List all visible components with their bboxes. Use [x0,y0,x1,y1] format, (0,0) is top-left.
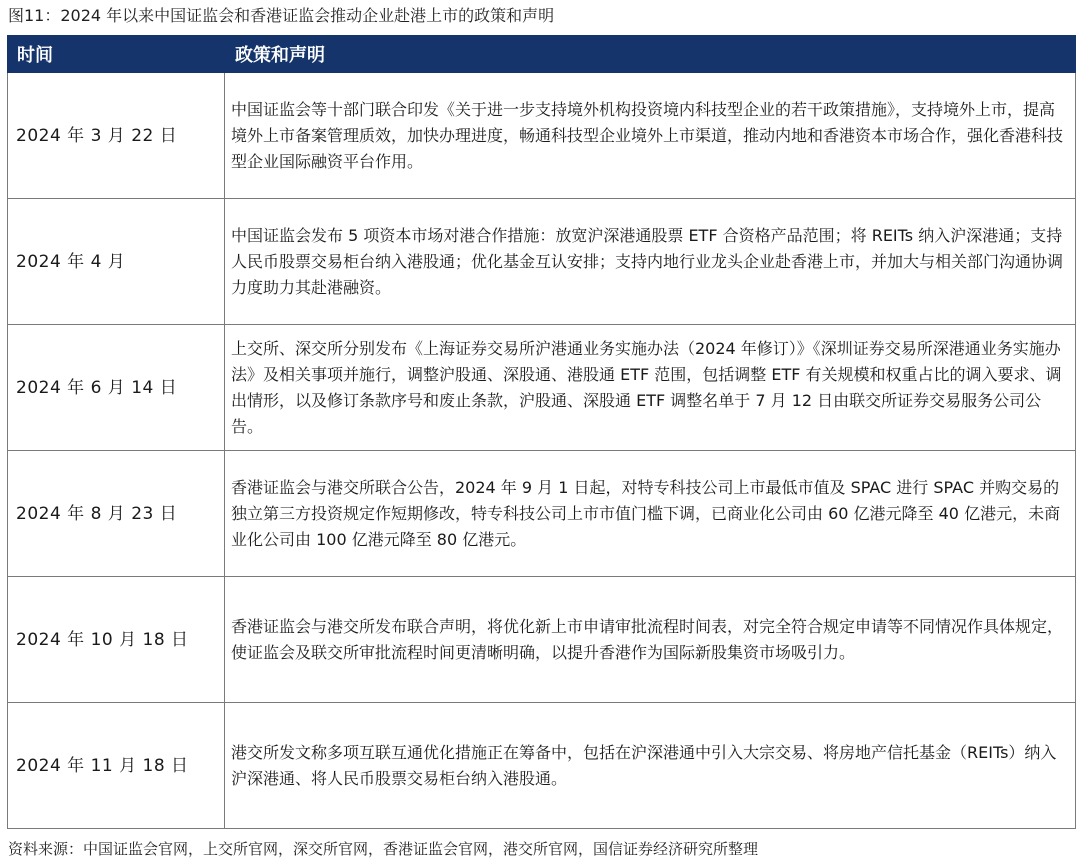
row-date: 2024 年 6 月 14 日 [8,325,225,451]
table-row [8,199,1076,325]
policy-table [7,35,1076,829]
row-policy-text: 中国证监会发布 5 项资本市场对港合作措施：放宽沪深港通股票 ETF 合资格产品范围；将 REITs 纳入沪深港通；支持人民币股票交易柜台纳入港股通；优化基金互认安排；支持内地行业龙头企业赴香港上市，并加大与相关部门沟通协调力度助力其赴港融资。 [225,199,1076,325]
row-policy-text: 中国证监会等十部门联合印发《关于进一步支持境外机构投资境内科技型企业的若干政策措施》，支持境外上市，提高境外上市备案管理质效，加快办理进度，畅通科技型企业境外上市渠道，推动内地和香港资本市场合作，强化香港科技型企业国际融资平台作用。 [225,73,1076,199]
table-row [8,451,1076,577]
table-row [8,703,1076,829]
row-date: 2024 年 10 月 18 日 [8,577,225,703]
row-policy-text: 港交所发文称多项互联互通优化措施正在筹备中，包括在沪深港通中引入大宗交易、将房地产信托基金（REITs）纳入沪深港通、将人民币股票交易柜台纳入港股通。 [225,703,1076,829]
figure-caption: 图11：2024 年以来中国证监会和香港证监会推动企业赴港上市的政策和声明 [8,6,555,25]
table-row [8,577,1076,703]
source-note: 资料来源：中国证监会官网，上交所官网，深交所官网，香港证监会官网，港交所官网，国信证券经济研究所整理 [8,840,759,858]
table-row [8,325,1076,451]
row-date: 2024 年 8 月 23 日 [8,451,225,577]
header-policy: 政策和声明 [225,36,1076,73]
table-header-row [8,36,1076,73]
table-row [8,73,1076,199]
row-date: 2024 年 4 月 [8,199,225,325]
row-policy-text: 香港证监会与港交所联合公告，2024 年 9 月 1 日起，对特专科技公司上市最低市值及 SPAC 进行 SPAC 并购交易的独立第三方投资规定作短期修改，特专科技公司上市市值门槛下调，已商业化公司由 60 亿港元降至 40 亿港元，未商业化公司由 100 亿港元降至 80 亿港元。 [225,451,1076,577]
row-policy-text: 香港证监会与港交所发布联合声明，将优化新上市申请审批流程时间表，对完全符合规定申请等不同情况作具体规定，使证监会及联交所审批流程时间更清晰明确，以提升香港作为国际新股集资市场吸引力。 [225,577,1076,703]
row-date: 2024 年 3 月 22 日 [8,73,225,199]
row-date: 2024 年 11 月 18 日 [8,703,225,829]
header-date: 时间 [8,36,225,73]
row-policy-text: 上交所、深交所分别发布《上海证券交易所沪港通业务实施办法（2024 年修订）》《深圳证券交易所深港通业务实施办法》及相关事项并施行，调整沪股通、深股通、港股通 ETF 范围，包括调整 ETF 有关规模和权重占比的调入要求、调出情形，以及修订条款序号和废止条款，沪股通、深股通 ETF 调整名单于 7 月 12 日由联交所证券交易服务公司公告。 [225,325,1076,451]
